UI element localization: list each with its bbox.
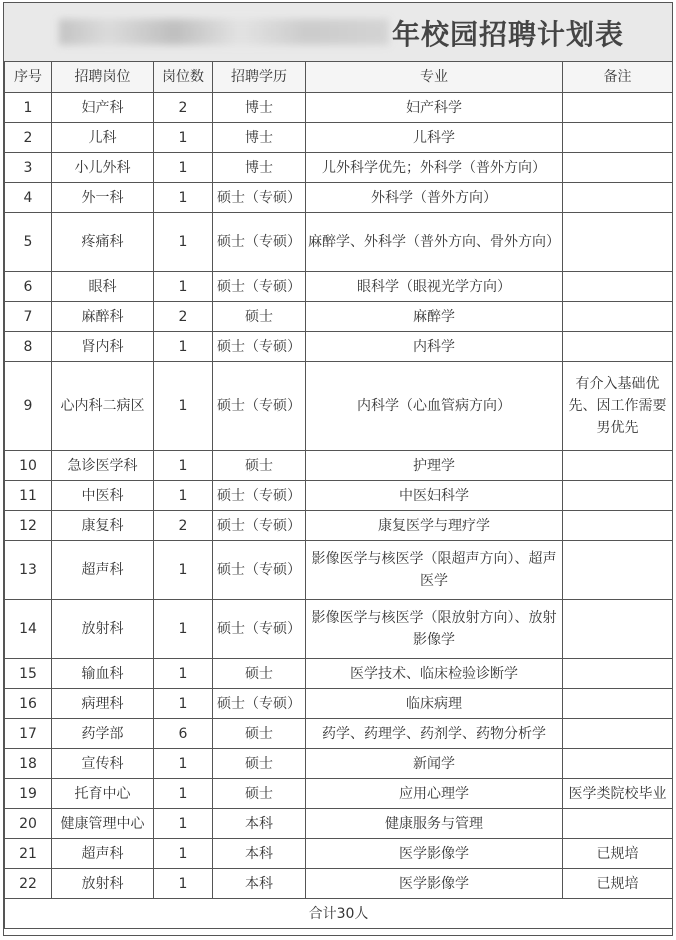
- cell-degree: 硕士（专硕）: [213, 272, 306, 302]
- cell-post: 放射科: [52, 600, 154, 659]
- table-row: [5, 839, 673, 869]
- cell-no: 21: [5, 839, 52, 869]
- cell-no: 8: [5, 332, 52, 362]
- cell-major: 医学影像学: [306, 839, 563, 869]
- cell-major: 外科学（普外方向）: [306, 183, 563, 213]
- cell-major: 药学、药理学、药剂学、药物分析学: [306, 719, 563, 749]
- table-row: [5, 600, 673, 659]
- cell-note: 医学类院校毕业: [563, 779, 673, 809]
- cell-no: 3: [5, 153, 52, 183]
- cell-major: 内科学: [306, 332, 563, 362]
- cell-post: 小儿外科: [52, 153, 154, 183]
- cell-note: [563, 123, 673, 153]
- cell-post: 妇产科: [52, 93, 154, 123]
- cell-post: 肾内科: [52, 332, 154, 362]
- cell-degree: 硕士（专硕）: [213, 541, 306, 600]
- cell-note: [563, 719, 673, 749]
- cell-major: 医学影像学: [306, 869, 563, 899]
- cell-note: [563, 153, 673, 183]
- cell-count: 1: [154, 272, 213, 302]
- cell-no: 16: [5, 689, 52, 719]
- cell-major: 麻醉学、外科学（普外方向、骨外方向）: [306, 213, 563, 272]
- cell-degree: 博士: [213, 123, 306, 153]
- cell-post: 外一科: [52, 183, 154, 213]
- cell-major: 眼科学（眼视光学方向）: [306, 272, 563, 302]
- cell-count: 2: [154, 93, 213, 123]
- cell-no: 10: [5, 451, 52, 481]
- cell-degree: 硕士（专硕）: [213, 332, 306, 362]
- table-row: [5, 779, 673, 809]
- cell-degree: 硕士: [213, 719, 306, 749]
- cell-note: [563, 332, 673, 362]
- table-row: [5, 153, 673, 183]
- header-note: 备注: [563, 62, 673, 93]
- cell-post: 疼痛科: [52, 213, 154, 272]
- cell-degree: 博士: [213, 93, 306, 123]
- cell-post: 药学部: [52, 719, 154, 749]
- cell-count: 1: [154, 659, 213, 689]
- cell-note: [563, 749, 673, 779]
- cell-degree: 硕士（专硕）: [213, 362, 306, 451]
- table-row: [5, 869, 673, 899]
- cell-post: 宣传科: [52, 749, 154, 779]
- cell-count: 1: [154, 183, 213, 213]
- cell-degree: 硕士: [213, 779, 306, 809]
- cell-note: [563, 600, 673, 659]
- cell-major: 康复医学与理疗学: [306, 511, 563, 541]
- cell-note: [563, 93, 673, 123]
- cell-no: 2: [5, 123, 52, 153]
- table-row: [5, 332, 673, 362]
- cell-no: 4: [5, 183, 52, 213]
- cell-major: 内科学（心血管病方向）: [306, 362, 563, 451]
- cell-major: 中医妇科学: [306, 481, 563, 511]
- redacted-title-prefix: [59, 19, 389, 45]
- header-degree: 招聘学历: [213, 62, 306, 93]
- cell-post: 放射科: [52, 869, 154, 899]
- table-row: [5, 272, 673, 302]
- header-post: 招聘岗位: [52, 62, 154, 93]
- cell-post: 眼科: [52, 272, 154, 302]
- cell-post: 心内科二病区: [52, 362, 154, 451]
- cell-note: [563, 541, 673, 600]
- cell-count: 1: [154, 153, 213, 183]
- cell-major: 临床病理: [306, 689, 563, 719]
- cell-degree: 本科: [213, 869, 306, 899]
- cell-degree: 硕士（专硕）: [213, 183, 306, 213]
- cell-degree: 博士: [213, 153, 306, 183]
- cell-note: 有介入基础优先、因工作需要男优先: [563, 362, 673, 451]
- table-row: [5, 451, 673, 481]
- cell-count: 1: [154, 541, 213, 600]
- cell-post: 输血科: [52, 659, 154, 689]
- cell-no: 1: [5, 93, 52, 123]
- cell-note: [563, 511, 673, 541]
- cell-degree: 本科: [213, 839, 306, 869]
- table-row: [5, 689, 673, 719]
- cell-no: 19: [5, 779, 52, 809]
- cell-major: 儿外科学优先；外科学（普外方向）: [306, 153, 563, 183]
- table-row: [5, 511, 673, 541]
- cell-note: [563, 481, 673, 511]
- cell-degree: 硕士: [213, 749, 306, 779]
- cell-note: [563, 659, 673, 689]
- cell-count: 1: [154, 869, 213, 899]
- cell-post: 儿科: [52, 123, 154, 153]
- cell-no: 15: [5, 659, 52, 689]
- cell-count: 1: [154, 213, 213, 272]
- title-row: [4, 3, 672, 62]
- cell-count: 1: [154, 332, 213, 362]
- cell-no: 22: [5, 869, 52, 899]
- cell-major: 健康服务与管理: [306, 809, 563, 839]
- cell-post: 健康管理中心: [52, 809, 154, 839]
- cell-no: 11: [5, 481, 52, 511]
- cell-post: 超声科: [52, 839, 154, 869]
- cell-no: 6: [5, 272, 52, 302]
- cell-count: 1: [154, 600, 213, 659]
- cell-major: 儿科学: [306, 123, 563, 153]
- table-row: [5, 809, 673, 839]
- cell-note: 已规培: [563, 839, 673, 869]
- cell-no: 17: [5, 719, 52, 749]
- cell-degree: 本科: [213, 809, 306, 839]
- table-row: [5, 213, 673, 272]
- cell-major: 新闻学: [306, 749, 563, 779]
- cell-post: 急诊医学科: [52, 451, 154, 481]
- cell-count: 1: [154, 481, 213, 511]
- cell-major: 应用心理学: [306, 779, 563, 809]
- cell-post: 康复科: [52, 511, 154, 541]
- cell-note: [563, 272, 673, 302]
- cell-note: [563, 809, 673, 839]
- cell-count: 6: [154, 719, 213, 749]
- cell-post: 超声科: [52, 541, 154, 600]
- total-row: [5, 899, 673, 929]
- cell-count: 1: [154, 809, 213, 839]
- cell-degree: 硕士（专硕）: [213, 689, 306, 719]
- cell-degree: 硕士: [213, 451, 306, 481]
- cell-degree: 硕士: [213, 659, 306, 689]
- header-row: [5, 62, 673, 93]
- cell-count: 1: [154, 779, 213, 809]
- cell-post: 托育中心: [52, 779, 154, 809]
- table-row: [5, 749, 673, 779]
- cell-count: 2: [154, 302, 213, 332]
- header-count: 岗位数: [154, 62, 213, 93]
- table-row: [5, 302, 673, 332]
- cell-major: 妇产科学: [306, 93, 563, 123]
- cell-degree: 硕士（专硕）: [213, 213, 306, 272]
- cell-post: 病理科: [52, 689, 154, 719]
- cell-no: 13: [5, 541, 52, 600]
- header-no: 序号: [5, 62, 52, 93]
- cell-note: [563, 183, 673, 213]
- recruitment-plan-table: [4, 61, 673, 929]
- table-row: [5, 719, 673, 749]
- cell-note: [563, 213, 673, 272]
- cell-note: [563, 302, 673, 332]
- table-row: [5, 541, 673, 600]
- cell-no: 7: [5, 302, 52, 332]
- cell-no: 14: [5, 600, 52, 659]
- cell-no: 12: [5, 511, 52, 541]
- cell-degree: 硕士: [213, 302, 306, 332]
- table-row: [5, 93, 673, 123]
- cell-no: 18: [5, 749, 52, 779]
- cell-degree: 硕士（专硕）: [213, 481, 306, 511]
- cell-major: 麻醉学: [306, 302, 563, 332]
- cell-count: 1: [154, 451, 213, 481]
- table-row: [5, 659, 673, 689]
- cell-count: 1: [154, 839, 213, 869]
- cell-note: 已规培: [563, 869, 673, 899]
- cell-count: 2: [154, 511, 213, 541]
- cell-count: 1: [154, 362, 213, 451]
- cell-major: 医学技术、临床检验诊断学: [306, 659, 563, 689]
- header-major: 专业: [306, 62, 563, 93]
- table-row: [5, 123, 673, 153]
- cell-degree: 硕士（专硕）: [213, 511, 306, 541]
- cell-count: 1: [154, 689, 213, 719]
- cell-note: [563, 451, 673, 481]
- table-row: [5, 362, 673, 451]
- cell-major: 影像医学与核医学（限超声方向）、超声医学: [306, 541, 563, 600]
- cell-no: 9: [5, 362, 52, 451]
- total-cell: 合计30人: [5, 899, 673, 929]
- cell-no: 5: [5, 213, 52, 272]
- table-row: [5, 481, 673, 511]
- cell-major: 影像医学与核医学（限放射方向）、放射影像学: [306, 600, 563, 659]
- recruitment-plan-table-frame: [3, 2, 673, 936]
- cell-degree: 硕士（专硕）: [213, 600, 306, 659]
- cell-note: [563, 689, 673, 719]
- table-row: [5, 183, 673, 213]
- cell-count: 1: [154, 123, 213, 153]
- table-title: 年校园招聘计划表: [391, 18, 624, 51]
- cell-major: 护理学: [306, 451, 563, 481]
- cell-post: 麻醉科: [52, 302, 154, 332]
- cell-count: 1: [154, 749, 213, 779]
- cell-no: 20: [5, 809, 52, 839]
- cell-post: 中医科: [52, 481, 154, 511]
